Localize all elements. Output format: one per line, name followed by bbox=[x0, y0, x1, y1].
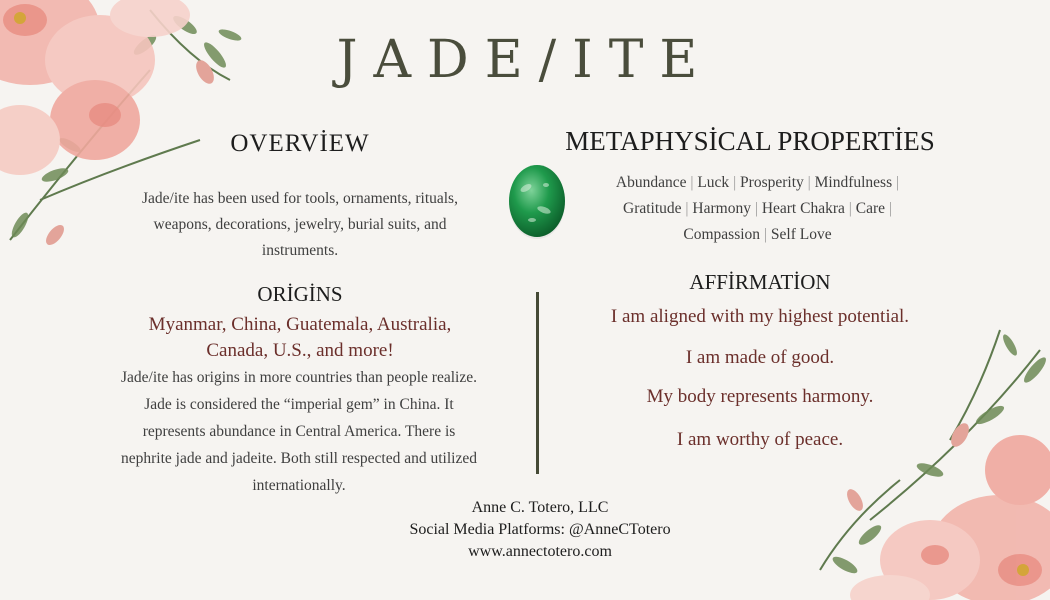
property-item: Compassion bbox=[683, 226, 761, 243]
metaphysical-properties bbox=[595, 170, 920, 248]
footer-social: Social Media Platforms: @AnneCTotero bbox=[409, 521, 671, 538]
property-item: Care bbox=[855, 200, 885, 217]
footer bbox=[340, 497, 740, 563]
affirmation-line: I am aligned with my highest potential. bbox=[610, 306, 910, 327]
property-item: Mindfulness bbox=[814, 174, 893, 191]
affirmation-line: My body represents harmony. bbox=[646, 386, 874, 407]
origins-text: Jade/ite has origins in more countries than people realize. Jade is considered the “imperial gem” in China. It represents abundance in Central America. There is nephrite jade and jadeite. Both still respected and utilized internationally. bbox=[121, 369, 477, 494]
affirmation-heading: AFFİRMATİON bbox=[689, 270, 831, 294]
property-separator: | bbox=[885, 200, 892, 217]
property-item: Self Love bbox=[770, 226, 832, 243]
property-item: Gratitude bbox=[623, 200, 682, 217]
property-separator: | bbox=[760, 226, 771, 243]
property-item: Heart Chakra bbox=[761, 200, 845, 217]
property-item: Prosperity bbox=[740, 174, 804, 191]
property-item: Luck bbox=[697, 174, 730, 191]
footer-company: Anne C. Totero, LLC bbox=[471, 499, 609, 516]
affirmation-line: I am worthy of peace. bbox=[676, 429, 844, 450]
property-separator: | bbox=[681, 200, 693, 217]
property-separator: | bbox=[729, 174, 741, 191]
vertical-divider bbox=[536, 292, 539, 474]
property-item: Abundance bbox=[615, 174, 687, 191]
property-item: Harmony bbox=[692, 200, 751, 217]
origins-countries: Myanmar, China, Guatemala, Australia, Canada, U.S., and more! bbox=[148, 314, 452, 361]
property-separator: | bbox=[686, 174, 698, 191]
overview-heading: OVERVİEW bbox=[230, 130, 370, 157]
metaphysical-heading: METAPHYSİCAL PROPERTİES bbox=[565, 126, 935, 156]
footer-website[interactable]: www.annectotero.com bbox=[468, 543, 612, 560]
jade-gem-icon bbox=[506, 160, 568, 242]
affirmation-line: I am made of good. bbox=[685, 347, 835, 368]
property-separator: | bbox=[892, 174, 900, 191]
property-separator: | bbox=[803, 174, 815, 191]
property-separator: | bbox=[844, 200, 856, 217]
property-separator: | bbox=[750, 200, 762, 217]
origins-heading: ORİGİNS bbox=[257, 282, 343, 306]
page-title: JADE/ITE bbox=[336, 30, 714, 90]
overview-text: Jade/ite has been used for tools, ornaments, rituals, weapons, decorations, jewelry, burial suits, and instruments. bbox=[142, 190, 458, 259]
